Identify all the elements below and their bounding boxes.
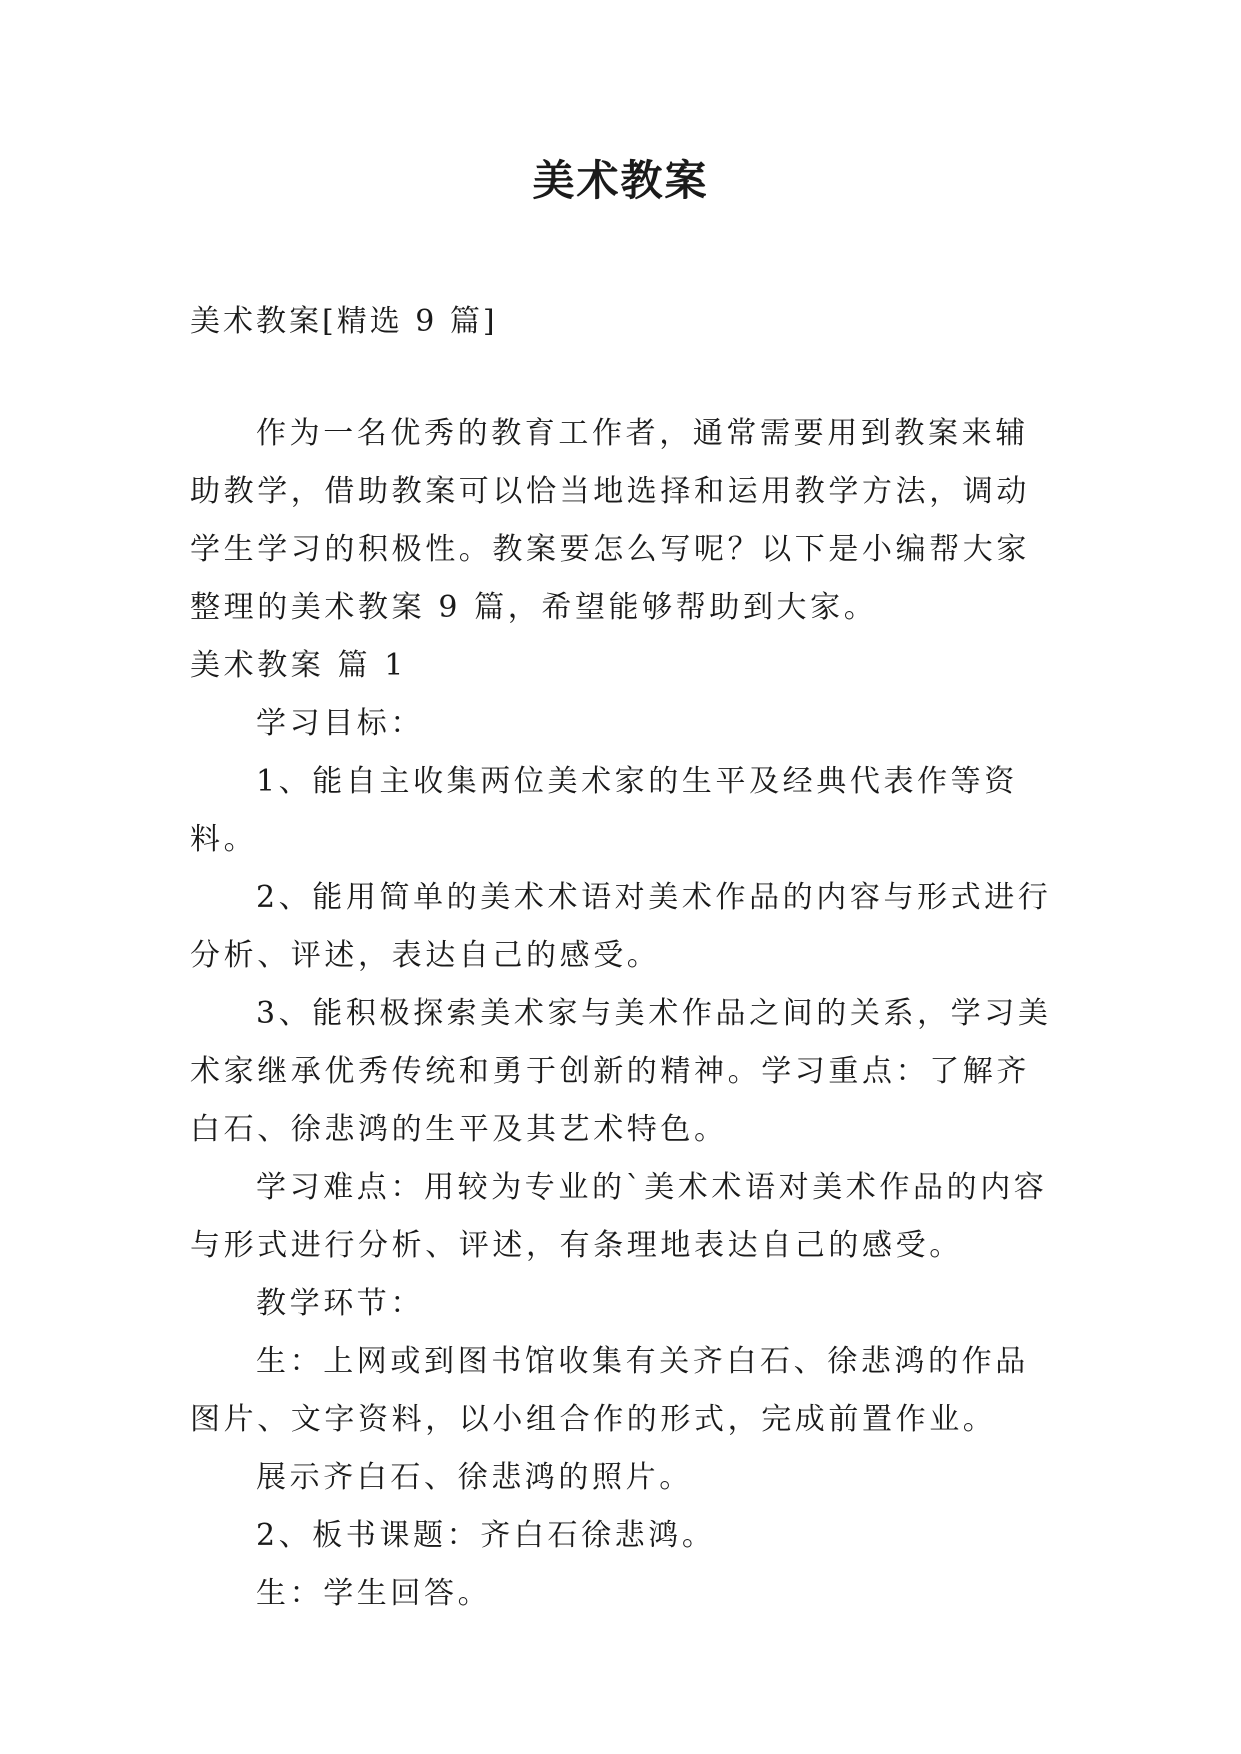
paragraph: 2、能用简单的美术术语对美术作品的内容与形式进行分析、评述，表达自己的感受。 (190, 880, 1052, 973)
paragraph: 2、板书课题：齐白石徐悲鸿。 (256, 1518, 716, 1553)
paragraph: 教学环节： (256, 1286, 424, 1321)
paragraph: 美术教案 篇 1 (190, 648, 407, 683)
paragraph: 生：上网或到图书馆收集有关齐白石、徐悲鸿的作品图片、文字资料，以小组合作的形式，完成前置作业。 (190, 1344, 1029, 1437)
paragraph: 作为一名优秀的教育工作者，通常需要用到教案来辅助教学，借助教案可以恰当地选择和运用教学方法，调动学生学习的积极性。教案要怎么写呢？以下是小编帮大家整理的美术教案 9 篇，希望能够帮助到大家。 (190, 416, 1030, 625)
paragraph: 展示齐白石、徐悲鸿的照片。 (256, 1460, 693, 1495)
paragraph: 3、能积极探索美术家与美术作品之间的关系，学习美术家继承优秀传统和勇于创新的精神。学习重点：了解齐白石、徐悲鸿的生平及其艺术特色。 (190, 996, 1052, 1147)
paragraph: 学习难点：用较为专业的`美术术语对美术作品的内容与形式进行分析、评述，有条理地表达自己的感受。 (190, 1170, 1048, 1263)
page-title: 美术教案 (532, 156, 709, 205)
paragraph: 生：学生回答。 (256, 1576, 492, 1611)
document-body (190, 405, 1060, 1623)
paragraph: 学习目标： (256, 706, 424, 741)
document-subtitle: 美术教案[精选 9 篇] (190, 304, 498, 339)
paragraph: 1、能自主收集两位美术家的生平及经典代表作等资料。 (190, 764, 1018, 857)
